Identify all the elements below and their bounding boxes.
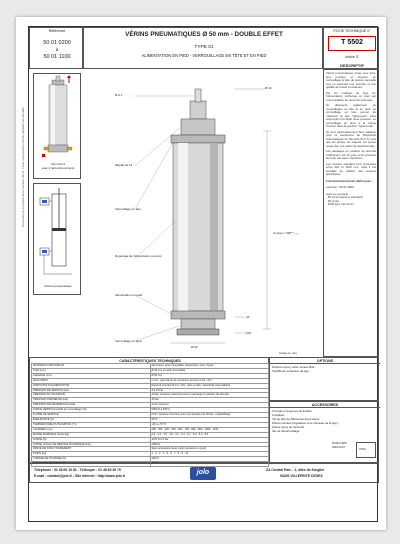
sheet-number: T 5502 bbox=[341, 39, 363, 46]
specs-row-value: G 1/4 - pas interne de connexion par tout à 1/4 - Ø 4 bbox=[150, 378, 269, 383]
description-text bbox=[326, 72, 376, 207]
visa-label: VISA bbox=[359, 447, 366, 451]
label-dia-b: Ø 16 bbox=[265, 86, 272, 90]
specs-row-value: 2,9 · 3,2 · 3,5 · 3,8 · 4,1 · 4,4 · 4,7 · 5,0 · 5,3 · 5,6 bbox=[150, 432, 269, 437]
reference-2: 50 01 1100 bbox=[43, 54, 71, 60]
date-label: DATE D'APP. bbox=[332, 442, 348, 445]
specs-row-value: 10 bar, pression maximum pour un passage en position de sécurité bbox=[150, 393, 269, 398]
footer-email: E-mail : contact@jolo.fr - Site internet : http://www.jolo.fr bbox=[34, 474, 126, 478]
specs-row-label: COURSES (mm) bbox=[32, 427, 151, 432]
func-label: Fonctionnement bien défini avec : bbox=[326, 178, 373, 183]
figure-top-box bbox=[33, 73, 81, 179]
document-frame bbox=[21, 26, 378, 522]
accessory-item-3: Vis de tête de différentes dimensions. bbox=[272, 417, 321, 421]
pneumatic-schema bbox=[34, 184, 82, 296]
specs-row-value: Ø 50 mm bbox=[150, 373, 269, 378]
type-label: TYPE 01 bbox=[194, 45, 214, 50]
option-3: - 2500 kg/s (de force) bbox=[326, 202, 354, 206]
document-sheet bbox=[16, 17, 386, 530]
sheet-box bbox=[323, 27, 379, 69]
specs-box bbox=[29, 357, 269, 466]
accessory-item-5: Autres types de raccords. bbox=[272, 425, 305, 429]
specs-row-label: MATÉRIAUX PRINCIPAUX bbox=[32, 364, 151, 369]
technical-drawing bbox=[85, 71, 321, 357]
specs-row-label: POIDS (kg) bbox=[32, 452, 151, 457]
specs-row-value: Raccord tournant M 1/4 + PH, visse à vérin, étanchéité intermédiaire bbox=[150, 383, 269, 388]
options-title: OPTIONS bbox=[316, 358, 334, 363]
figure-bottom-caption: Schéma pneumatique bbox=[44, 284, 72, 288]
option-item-2: Soufflet de protection de tige. bbox=[272, 369, 310, 373]
cylinder-drawing bbox=[85, 71, 321, 357]
index-label: indice G bbox=[345, 55, 359, 59]
label-h1: 22 bbox=[246, 315, 250, 319]
specs-row-label: FORCE (N) bbox=[32, 437, 151, 442]
title-box bbox=[83, 27, 323, 69]
description-para-1: Vérins pneumatiques longs pour tenir, leur pousser et déposer en verrouillage le tête de pièces manuelle tout en assurant une sécurité et une qualité de travail constantes. bbox=[326, 71, 376, 89]
specs-row-label: ENDURANCE (%) bbox=[32, 417, 151, 422]
specs-row-value: 85 kN bbox=[150, 462, 269, 467]
description-para-3: Ils disposent également de verrouillages en tête et en pied. Le verrouillage en tête permet de maintenir la tige "rigoureuse" sans interruption du débit sous pression. Le verrouillage en pied à la même fonction dans la position "rigoureuse". bbox=[326, 103, 376, 128]
specs-row-label: ALÉSAGE (mm) bbox=[32, 373, 151, 378]
footer-bar bbox=[29, 463, 379, 483]
specs-row-value: Aluminium, acier inoxydable, élastomère, acier zingué bbox=[150, 364, 269, 369]
option-2: - 35 mm/s bbox=[326, 198, 339, 203]
specs-row-value: 1170 N à 6 bar bbox=[150, 437, 269, 442]
specs-row-label: FORCE (10 bar) DE SERVICE DYNAMIQUE (bar) bbox=[32, 442, 151, 447]
accessory-item-4: Pièces usinées (régulateur et le clameau de la tige). bbox=[272, 421, 339, 425]
specs-title: CARACTÉRISTIQUES TECHNIQUES bbox=[119, 358, 181, 363]
specs-row-label: PRESSION D'UTILISATION bbox=[32, 393, 151, 398]
label-dia-a: Ø A 1 bbox=[115, 93, 123, 97]
specs-row-label: TIGE (mm) bbox=[32, 368, 151, 373]
specs-row-value: 200 · 300 · 400 · 500 · 600 · 700 · 800 · 900 · 1000 · 1100 bbox=[150, 427, 269, 432]
specs-row-label: RACCORDS bbox=[32, 378, 151, 383]
description-para-4: Ils sont particulièrement bien adaptés pour la manœuvre de Dispositifs Automatiques de Sécurité (D.A.S.) tels que les portes, les clapets, les portes coupe-feu, les volets de désenfumage. bbox=[326, 129, 376, 148]
description-label: DESCRIPTIF bbox=[340, 63, 364, 68]
footer-phone: Téléphone : 01 48 06 15 82 - Télécopie : 01 48 60 26 70 bbox=[34, 468, 121, 472]
specs-table bbox=[31, 363, 269, 467]
specs-row-value: 1960 N bbox=[150, 442, 269, 447]
accessories-box bbox=[269, 401, 379, 463]
specs-row-label: MASSE NOMINALE Sortie (kg) bbox=[32, 432, 151, 437]
label-feed: Alimentation en pied bbox=[115, 293, 143, 297]
date-value: 2020-09-07 bbox=[332, 446, 346, 449]
reference-label: Référence bbox=[48, 29, 66, 33]
label-lock-bottom: Verrouillage en pied bbox=[115, 339, 142, 343]
specs-row-value: Sans accessoire (avec option pression en pied) bbox=[150, 447, 269, 452]
description-para-6: Les courses standard sont comprises entre 200 et 1100 mm, mais il est possible de réaliser des courses spécifiques. bbox=[326, 161, 376, 176]
accessory-item-2: Coquilles. bbox=[272, 413, 285, 417]
accessory-item-6: Set de déverrouillage. bbox=[272, 429, 301, 433]
specs-row-value: CO2 / pression minimum pour une pression de 20 bar - rééquilibrage bbox=[150, 413, 269, 418]
specs-row-value: 1 · 2 · 3 · 4 · 5 · 6 · 7 · 8 · 9 · 10 bbox=[150, 452, 269, 457]
specs-row-value: 3 à 10 bar bbox=[150, 388, 269, 393]
description-box bbox=[323, 69, 379, 357]
specs-row-value: -20 à +70 °C bbox=[150, 422, 269, 427]
logo-text: jolo bbox=[196, 469, 210, 476]
specs-row-label: TEMPÉRATURE D'UTILISATION (°C) bbox=[32, 422, 151, 427]
reference-1: 50 01 0200 bbox=[43, 40, 71, 46]
label-h2: 100 bbox=[246, 331, 252, 335]
option-item-1: Finitions époxy selon teintes RAL. bbox=[272, 365, 316, 369]
accessory-item-1: Console et équerres de fixation. bbox=[272, 409, 313, 413]
specs-row-label: PRESSION DE SERVICE (bar) bbox=[32, 388, 151, 393]
specs-row-value: 5000 N à 300°C bbox=[150, 408, 269, 413]
figure-bottom-box bbox=[33, 183, 81, 295]
label-note: Cotes en mm bbox=[279, 351, 297, 355]
specs-row-value: 100 % bbox=[150, 457, 269, 462]
option-1: - 50 mm/s (dans le standard) bbox=[326, 195, 363, 199]
specs-row-value: 95 % bbox=[150, 417, 269, 422]
specs-row-label: VITESSE DE POUSSÉE (%) bbox=[32, 457, 151, 462]
specs-row-label: DISPOSITIF D'ALIMENTATION bbox=[32, 383, 151, 388]
specs-row-value: 4 bar minimum bbox=[150, 403, 269, 408]
specs-row-label: PRESSION DE DÉVERROUILLAGE bbox=[32, 403, 151, 408]
options-divider bbox=[270, 363, 380, 364]
accessories-divider bbox=[270, 407, 380, 408]
specs-row-value: Ø 16 mm en acier inoxydable bbox=[150, 368, 269, 373]
figure-top-caption-1: Vérin fourni bbox=[50, 162, 66, 166]
label-lock-top: Verrouillage en tête bbox=[115, 207, 141, 211]
side-note: Document la propriété de la Société JOLO. Toute reproduction même partielle est interdite. bbox=[21, 106, 25, 227]
page-title: VÉRINS PNEUMATIQUES Ø 50 mm - DOUBLE EFFET bbox=[125, 31, 283, 38]
description-para-2: Sur les modèles de type 01, l'alimentation s'effectue en pied par l'intermédiaire de raccords tournants. bbox=[326, 90, 376, 102]
specs-row-label: FORCE VERROUILLAGE (en verrouillage) (N) bbox=[32, 408, 151, 413]
footer-address-1: ZA Central Parc - 1, allée du Sorgiler bbox=[266, 468, 325, 472]
figure-top-caption-2: avec 2 raccords tournants bbox=[41, 166, 75, 170]
label-stroke: Course = 200⁺⁰₋₁,₅ bbox=[273, 231, 299, 235]
options-intro: Avec en exemple : bbox=[326, 191, 350, 196]
specs-row-label: FORCES DE TRACTION (N) bbox=[32, 462, 151, 467]
reference-box bbox=[29, 27, 83, 69]
label-head: Repérage de l'alimentation ouvrant bbox=[115, 254, 162, 258]
description-para-5: Les passages en position de sécurité s'effectuent par la mise sous pression de l'une des deux chambres. bbox=[326, 149, 376, 160]
label-thread: Méplat de 13 bbox=[115, 163, 133, 167]
example-ref: exemple : 50 01 0800 bbox=[326, 185, 354, 189]
options-box bbox=[269, 357, 379, 401]
label-dim-1: Ø 60 bbox=[191, 345, 198, 349]
footer-address-2: 93420 VILLEPINTE CEDEX bbox=[280, 474, 323, 478]
subtitle: ALIMENTATION EN PIED - VERROUILLAGE EN TÊTE ET EN PIED bbox=[141, 53, 267, 58]
specs-row-label: FLUIDE DE SERVICE bbox=[32, 413, 151, 418]
company-logo bbox=[190, 467, 216, 480]
specs-row-value: 15 bar bbox=[150, 398, 269, 403]
accessories-title: ACCESSOIRES bbox=[311, 402, 339, 407]
sheet-label: FICHE TECHNIQUE n° bbox=[333, 29, 371, 33]
specs-row-label: PRESSION D'ÉPREUVE (bar) bbox=[32, 398, 151, 403]
reference-amp: à bbox=[55, 47, 59, 52]
specs-row-label: INDICE DE FONCTIONNEMENT bbox=[32, 447, 151, 452]
